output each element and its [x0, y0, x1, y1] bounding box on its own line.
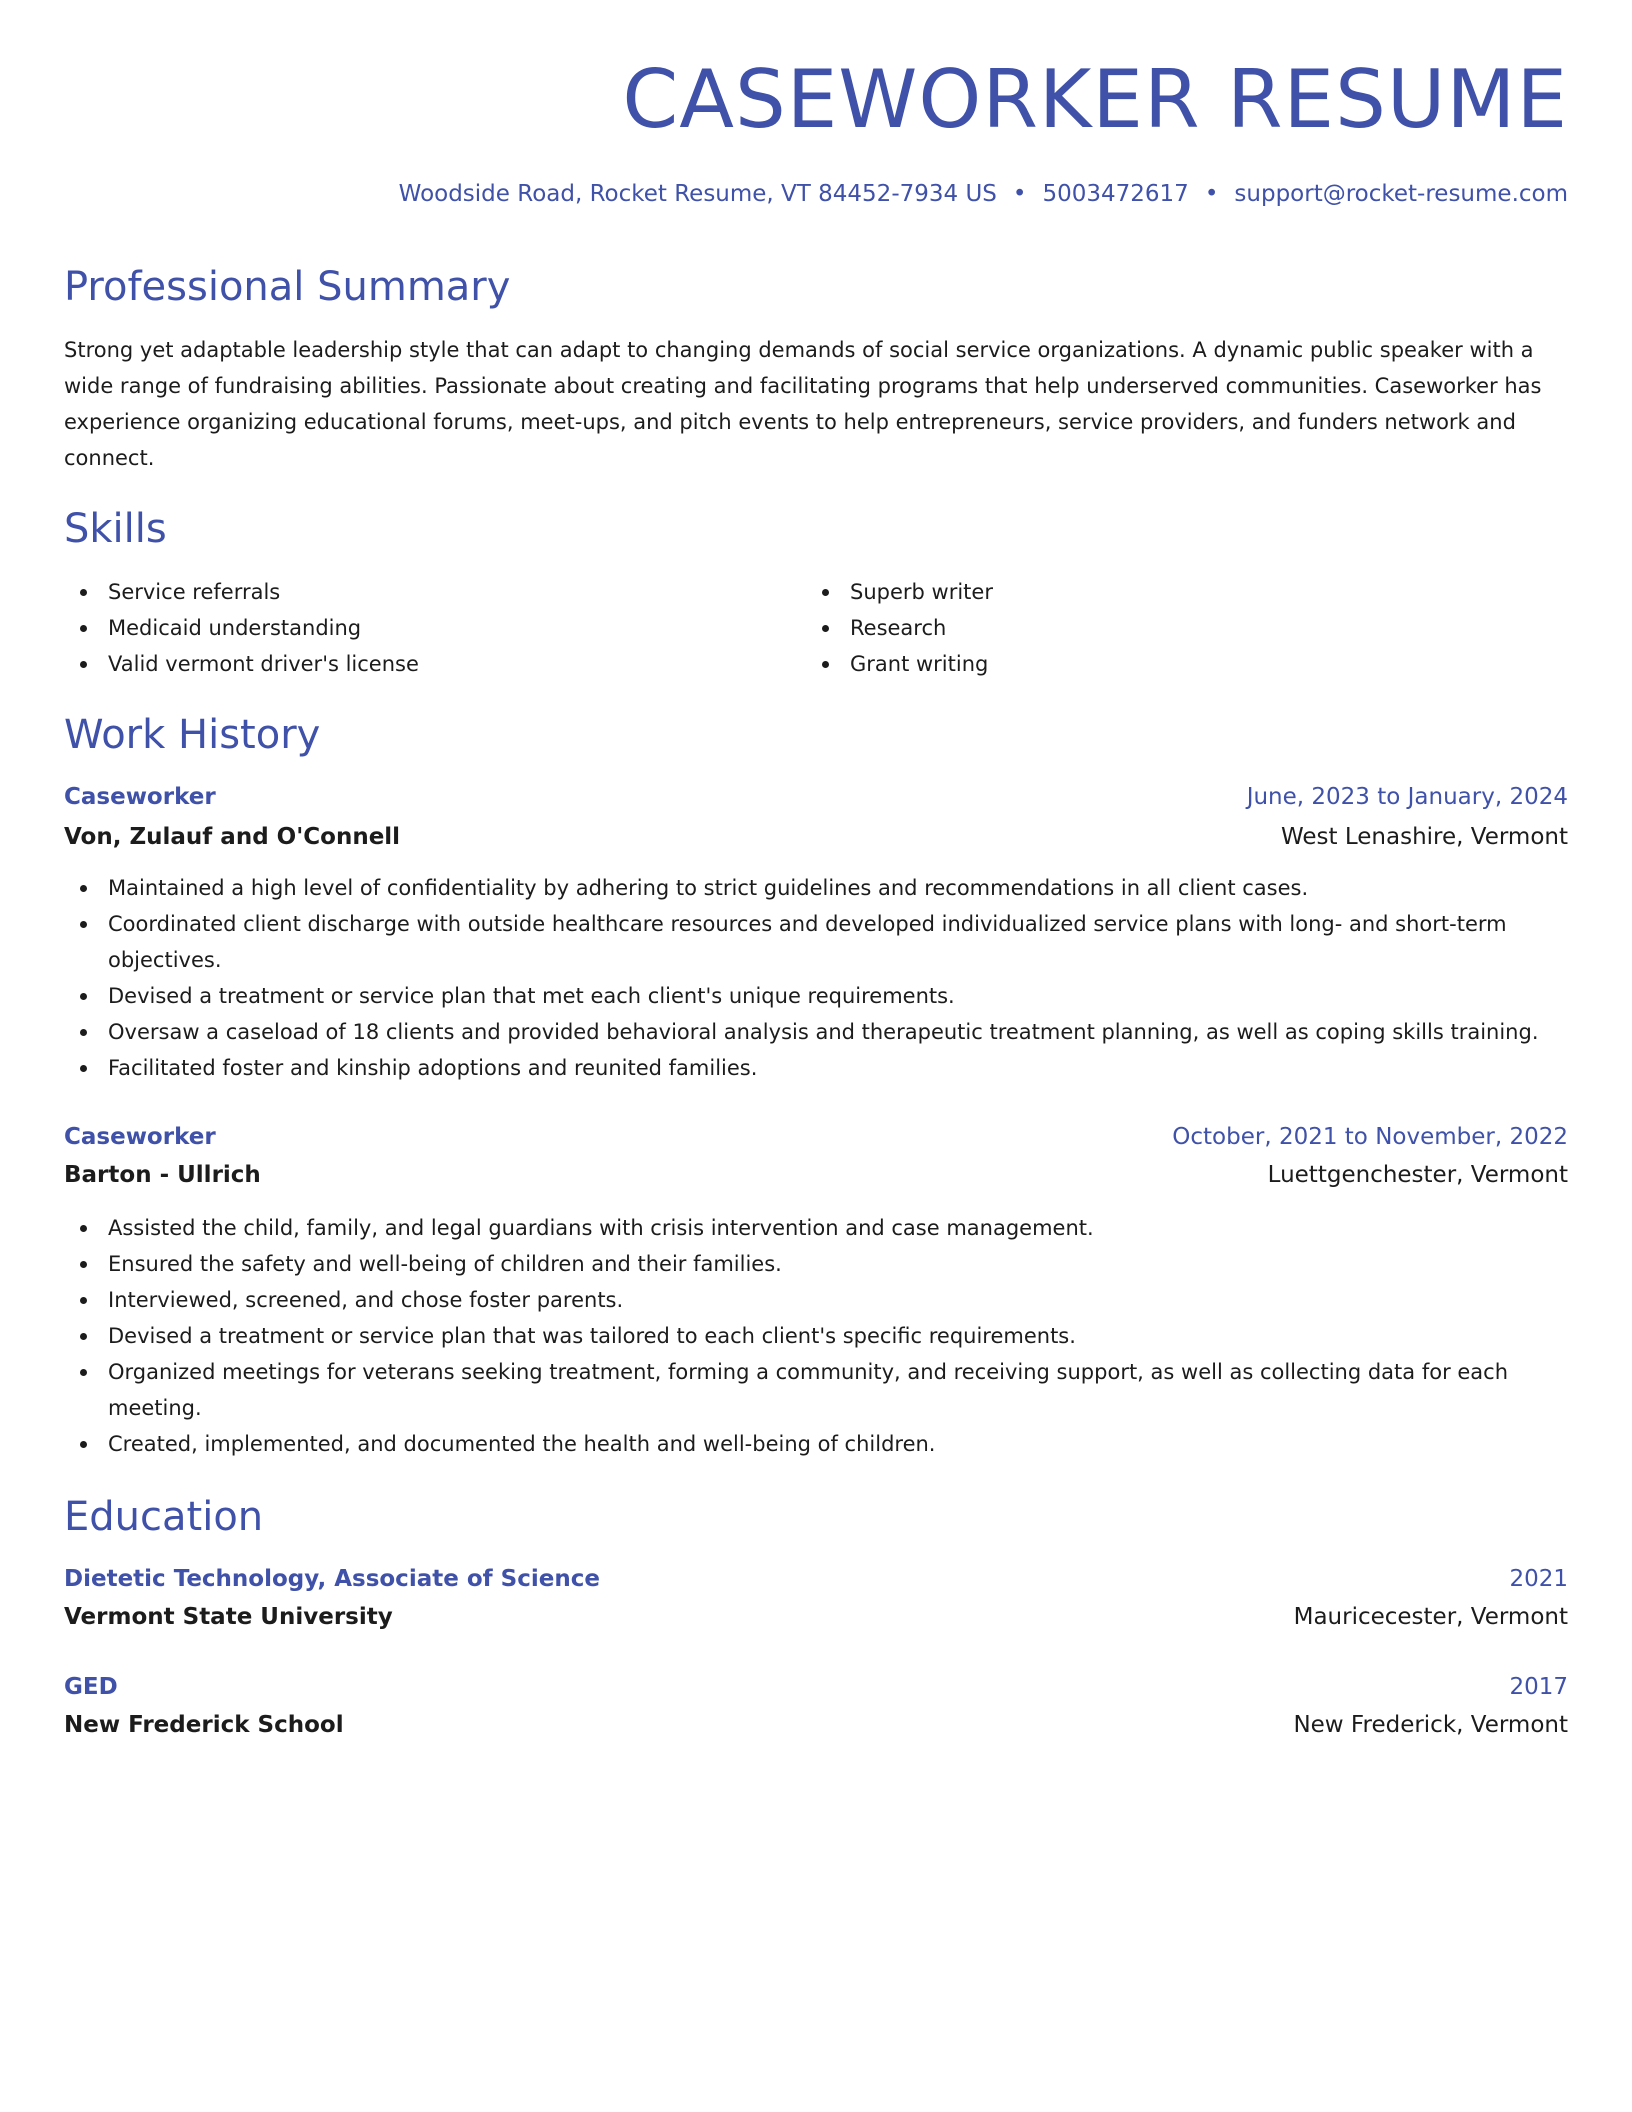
- contact-phone[interactable]: 5003472617: [1042, 181, 1189, 207]
- job-bullets: [64, 870, 1568, 1086]
- skills-list: [64, 574, 1568, 682]
- skill-item: Research: [806, 610, 1548, 646]
- job-bullet: Oversaw a caseload of 18 clients and provided behavioral analysis and therapeutic treatment planning, as well as coping skills training.: [64, 1014, 1568, 1050]
- summary-heading: Professional Summary: [64, 264, 511, 310]
- contact-email[interactable]: support@rocket-resume.com: [1234, 181, 1568, 207]
- job-employer-row: [64, 822, 1568, 852]
- skills-column-right: [806, 574, 1548, 682]
- summary-text: Strong yet adaptable leadership style that can adapt to changing demands of social service organizations. A dynamic public speaker with a wide range of fundraising abilities. Passionate about creating and facilitating programs that help underserved communities. Caseworker has experience organizing educational forums, meet-ups, and pitch events to help entrepreneurs, service providers, and funders network and connect.: [64, 338, 1542, 470]
- job-bullet: Facilitated foster and kinship adoptions and reunited families.: [64, 1050, 1568, 1086]
- skills-heading: Skills: [64, 506, 167, 552]
- job-bullet: Coordinated client discharge with outside healthcare resources and developed individualized service plans with long- and short-term objectives.: [64, 906, 1568, 978]
- job-company: Von, Zulauf and O'Connell: [64, 824, 401, 850]
- job-location: West Lenashire, Vermont: [1281, 824, 1568, 850]
- job-employer-row: [64, 1160, 1568, 1190]
- job-bullet: Organized meetings for veterans seeking treatment, forming a community, and receiving support, as well as collecting data for each meeting.: [64, 1354, 1568, 1426]
- education-year: 2021: [1509, 1566, 1568, 1592]
- education-school: New Frederick School: [64, 1712, 344, 1738]
- skills-column-left: [64, 574, 806, 682]
- education-header: [64, 1564, 1568, 1594]
- skill-item: Valid vermont driver's license: [64, 646, 806, 682]
- contact-separator: •: [1204, 181, 1219, 207]
- job-title: Caseworker: [64, 784, 216, 810]
- job-header: [64, 782, 1568, 812]
- job-location: Luettgenchester, Vermont: [1267, 1162, 1568, 1188]
- contact-line: [399, 178, 1568, 210]
- education-heading: Education: [64, 1494, 264, 1540]
- skill-item: Superb writer: [806, 574, 1548, 610]
- education-school-row: [64, 1602, 1568, 1632]
- job-bullet: Created, implemented, and documented the health and well-being of children.: [64, 1426, 1568, 1462]
- contact-address: Woodside Road, Rocket Resume, VT 84452-7934 US: [398, 181, 997, 207]
- job-company: Barton - Ullrich: [64, 1162, 261, 1188]
- job-bullet: Devised a treatment or service plan that met each client's unique requirements.: [64, 978, 1568, 1014]
- work-heading: Work History: [64, 712, 321, 758]
- education-location: Mauricecester, Vermont: [1293, 1604, 1568, 1630]
- education-school: Vermont State University: [64, 1604, 393, 1630]
- job-dates: October, 2021 to November, 2022: [1172, 1124, 1568, 1150]
- skill-item: Grant writing: [806, 646, 1548, 682]
- job-bullet: Ensured the safety and well-being of children and their families.: [64, 1246, 1568, 1282]
- education-year: 2017: [1509, 1674, 1568, 1700]
- education-school-row: [64, 1710, 1568, 1740]
- job-title: Caseworker: [64, 1124, 216, 1150]
- job-bullet: Maintained a high level of confidentiality by adhering to strict guidelines and recommendations in all client cases.: [64, 870, 1568, 906]
- education-degree: GED: [64, 1674, 118, 1700]
- job-header: [64, 1122, 1568, 1152]
- skill-item: Service referrals: [64, 574, 806, 610]
- education-location: New Frederick, Vermont: [1293, 1712, 1568, 1738]
- skill-item: Medicaid understanding: [64, 610, 806, 646]
- job-bullet: Assisted the child, family, and legal guardians with crisis intervention and case management.: [64, 1210, 1568, 1246]
- resume-title: CASEWORKER RESUME: [622, 53, 1568, 146]
- education-header: [64, 1672, 1568, 1702]
- job-bullet: Interviewed, screened, and chose foster parents.: [64, 1282, 1568, 1318]
- contact-separator: •: [1012, 181, 1027, 207]
- education-degree: Dietetic Technology, Associate of Science: [64, 1566, 600, 1592]
- job-bullet: Devised a treatment or service plan that was tailored to each client's specific requirements.: [64, 1318, 1568, 1354]
- job-dates: June, 2023 to January, 2024: [1246, 784, 1568, 810]
- job-bullets: [64, 1210, 1568, 1462]
